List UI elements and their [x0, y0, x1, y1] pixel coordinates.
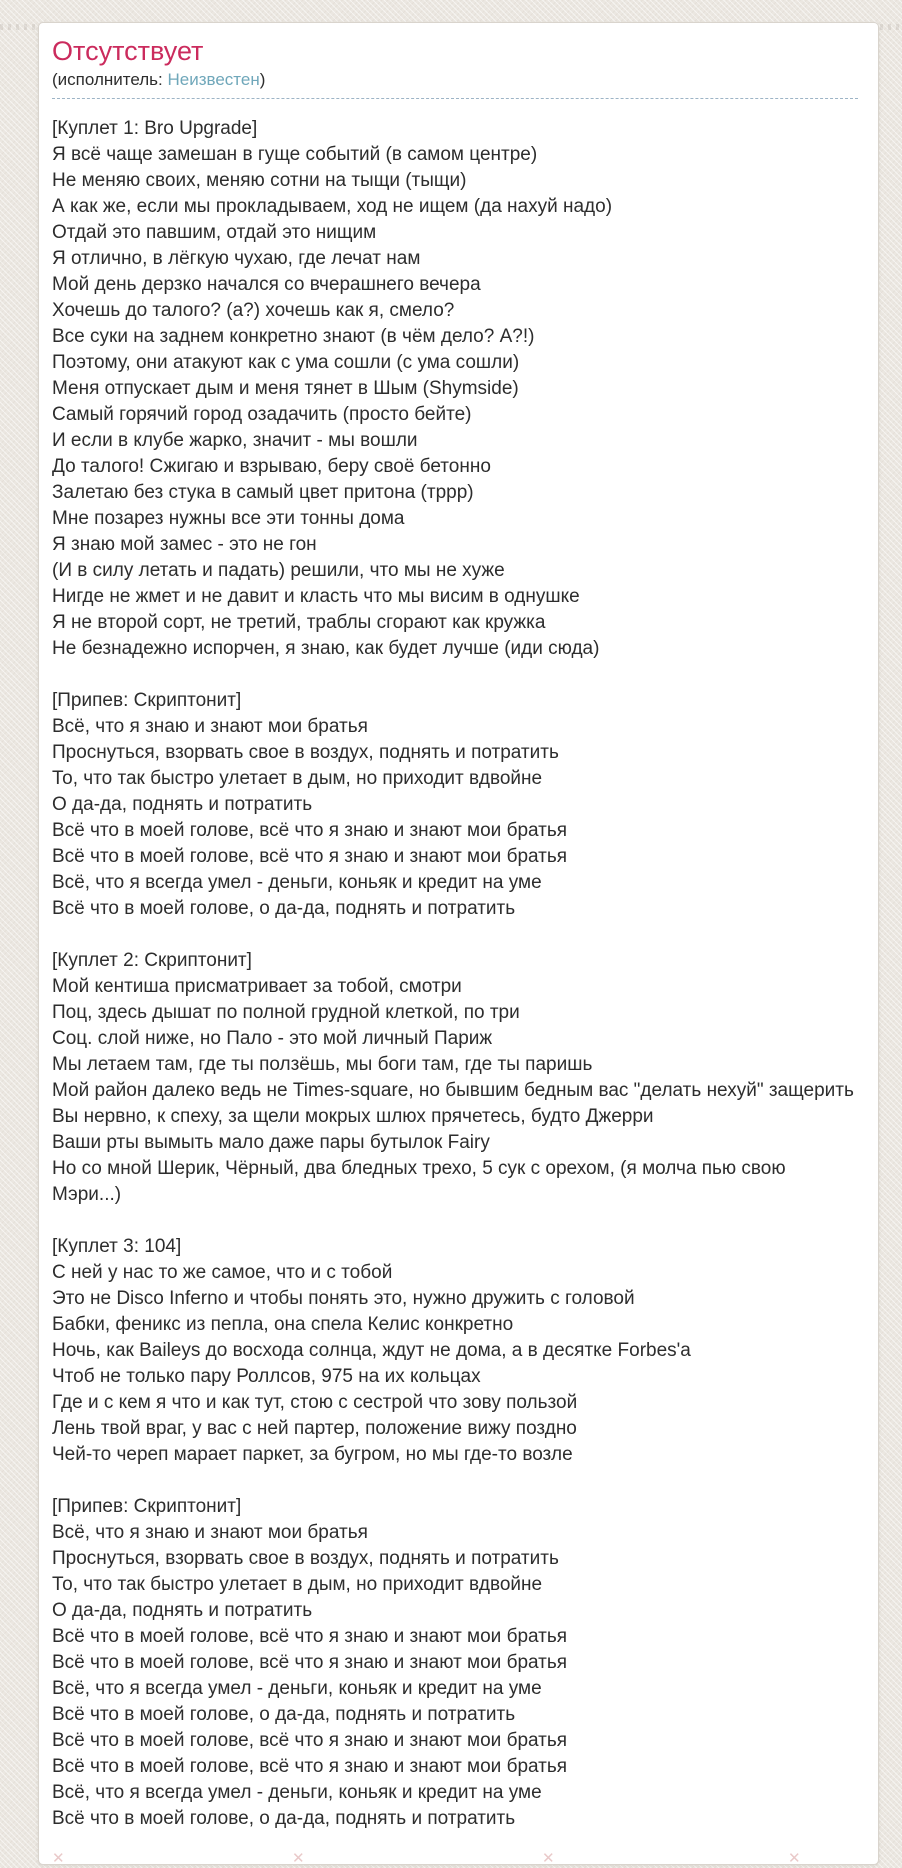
lyrics-line: [Припев: Скриптонит] — [52, 1496, 242, 1518]
lyrics-line: Мы летаем там, где ты ползёшь, мы боги там, где ты паришь — [52, 1054, 593, 1076]
lyrics-line: Поц, здесь дышат по полной грудной клеткой, по три — [52, 1002, 520, 1024]
lyrics-line: Мне позарез нужны все эти тонны дома — [52, 508, 405, 530]
lyrics-line: До талого! Сжигаю и взрываю, беру своё бетонно — [52, 456, 491, 478]
lyrics-line: Мой день дерзко начался со вчерашнего вечера — [52, 274, 481, 296]
lyrics-line: Проснуться, взорвать свое в воздух, поднять и потратить — [52, 1548, 559, 1570]
artist-line — [52, 70, 858, 99]
lyrics-line: О да-да, поднять и потратить — [52, 794, 313, 816]
lyrics-line: Не меняю своих, меняю сотни на тыщи (тыщи) — [52, 170, 467, 192]
lyrics-line: То, что так быстро улетает в дым, но приходит вдвойне — [52, 1574, 543, 1596]
lyrics-line: Я знаю мой замес - это не гон — [52, 534, 317, 556]
lyrics-line: Всё, что я знаю и знают мои братья — [52, 716, 368, 738]
stitch-x-icon: ✕ — [542, 1850, 555, 1867]
lyrics-line: Всё что в моей голове, о да-да, поднять и потратить — [52, 1808, 516, 1830]
lyrics-line: Всё что в моей голове, всё что я знаю и знают мои братья — [52, 1626, 568, 1648]
lyrics-line: Где и с кем я что и как тут, стою с сестрой что зову пользой — [52, 1392, 578, 1414]
lyrics-line: [Припев: Скриптонит] — [52, 690, 242, 712]
lyrics-line: Я всё чаще замешан в гуще событий (в самом центре) — [52, 144, 538, 166]
stitch-x-icon: ✕ — [52, 1850, 65, 1867]
lyrics-line: Вы нервно, к спеху, за щели мокрых шлюх прячетесь, будто Джерри — [52, 1106, 654, 1128]
lyrics-line: А как же, если мы прокладываем, ход не ищем (да нахуй надо) — [52, 196, 613, 218]
lyrics-line: [Куплет 1: Bro Upgrade] — [52, 118, 258, 140]
lyrics-line: Нигде не жмет и не давит и класть что мы висим в однушке — [52, 586, 580, 608]
lyrics-line: Я отлично, в лёгкую чухаю, где лечат нам — [52, 248, 421, 270]
artist-link[interactable]: Неизвестен — [167, 70, 260, 90]
lyrics-line: [Куплет 3: 104] — [52, 1236, 182, 1258]
lyrics-line: О да-да, поднять и потратить — [52, 1600, 313, 1622]
lyrics-line: Всё, что я всегда умел - деньги, коньяк и кредит на уме — [52, 872, 542, 894]
lyrics-line: Меня отпускает дым и меня тянет в Шым (Shymside) — [52, 378, 519, 400]
lyrics-line: Всё что в моей голове, всё что я знаю и знают мои братья — [52, 820, 568, 842]
lyrics-line: Всё что в моей голове, о да-да, поднять и потратить — [52, 1704, 516, 1726]
lyrics-line: И если в клубе жарко, значит - мы вошли — [52, 430, 418, 452]
lyrics-line: Чтоб не только пару Роллсов, 975 на их кольцах — [52, 1366, 481, 1388]
lyrics-line: Не безнадежно испорчен, я знаю, как будет лучше (иди сюда) — [52, 638, 600, 660]
stanza — [52, 1494, 858, 1832]
lyrics-line: Мой кентиша присматривает за тобой, смотри — [52, 976, 462, 998]
lyrics-line: Всё, что я всегда умел - деньги, коньяк и кредит на уме — [52, 1678, 542, 1700]
lyrics-line: Отдай это павшим, отдай это нищим — [52, 222, 377, 244]
stitch-x-icon: ✕ — [292, 1850, 305, 1867]
lyrics-line: Мой район далеко ведь не Times-square, но бывшим бедным вас "делать нехуй" защерить — [52, 1080, 854, 1102]
lyrics-line: Залетаю без стука в самый цвет притона (тррр) — [52, 482, 474, 504]
lyrics-line: Соц. слой ниже, но Пало - это мой личный Париж — [52, 1028, 493, 1050]
lyrics-text — [52, 116, 858, 1832]
stitch-x-icon: ✕ — [788, 1850, 801, 1867]
lyrics-card — [38, 22, 879, 1865]
stanza — [52, 688, 858, 922]
lyrics-line: Всё что в моей голове, всё что я знаю и знают мои братья — [52, 1756, 568, 1778]
lyrics-line: Бабки, феникс из пепла, она спела Келис конкретно — [52, 1314, 514, 1336]
stanza — [52, 1234, 858, 1468]
lyrics-line: Я не второй сорт, не третий, траблы сгорают как кружка — [52, 612, 546, 634]
lyrics-line: Чей-то череп марает паркет, за бугром, но мы где-то возле — [52, 1444, 573, 1466]
artist-label-suffix: ) — [259, 70, 266, 90]
page-background — [0, 22, 902, 1868]
stanza — [52, 116, 858, 662]
lyrics-line: Всё что в моей голове, всё что я знаю и знают мои братья — [52, 1652, 568, 1674]
stanza — [52, 948, 858, 1208]
lyrics-line: То, что так быстро улетает в дым, но приходит вдвойне — [52, 768, 543, 790]
lyrics-line: Ночь, как Baileys до восхода солнца, ждут не дома, а в десятке Forbes'а — [52, 1340, 691, 1362]
lyrics-line: С ней у нас то же самое, что и с тобой — [52, 1262, 393, 1284]
artist-label-prefix: (исполнитель: — [52, 70, 168, 90]
lyrics-line: Все суки на заднем конкретно знают (в чём дело? А?!) — [52, 326, 535, 348]
lyrics-line: Всё, что я знаю и знают мои братья — [52, 1522, 368, 1544]
lyrics-line: Всё, что я всегда умел - деньги, коньяк и кредит на уме — [52, 1782, 542, 1804]
lyrics-line: Всё что в моей голове, всё что я знаю и знают мои братья — [52, 1730, 568, 1752]
lyrics-line: Хочешь до талого? (а?) хочешь как я, смело? — [52, 300, 455, 322]
lyrics-line: Поэтому, они атакуют как с ума сошли (с ума сошли) — [52, 352, 520, 374]
lyrics-line: Ваши рты вымыть мало даже пары бутылок Fairy — [52, 1132, 490, 1154]
lyrics-line: Это не Disco Inferno и чтобы понять это, нужно дружить с головой — [52, 1288, 635, 1310]
lyrics-line: Проснуться, взорвать свое в воздух, поднять и потратить — [52, 742, 559, 764]
lyrics-line: Всё что в моей голове, о да-да, поднять и потратить — [52, 898, 516, 920]
lyrics-line: Но со мной Шерик, Чёрный, два бледных трехо, 5 сук с орехом, (я молча пью свою Мэри...) — [52, 1158, 791, 1206]
lyrics-line: Лень твой враг, у вас с ней партер, положение вижу поздно — [52, 1418, 577, 1440]
song-title: Отсутствует — [52, 36, 204, 66]
lyrics-line: Всё что в моей голове, всё что я знаю и знают мои братья — [52, 846, 568, 868]
lyrics-line: (И в силу летать и падать) решили, что мы не хуже — [52, 560, 505, 582]
lyrics-line: Самый горячий город озадачить (просто бейте) — [52, 404, 472, 426]
lyrics-line: [Куплет 2: Скриптонит] — [52, 950, 252, 972]
